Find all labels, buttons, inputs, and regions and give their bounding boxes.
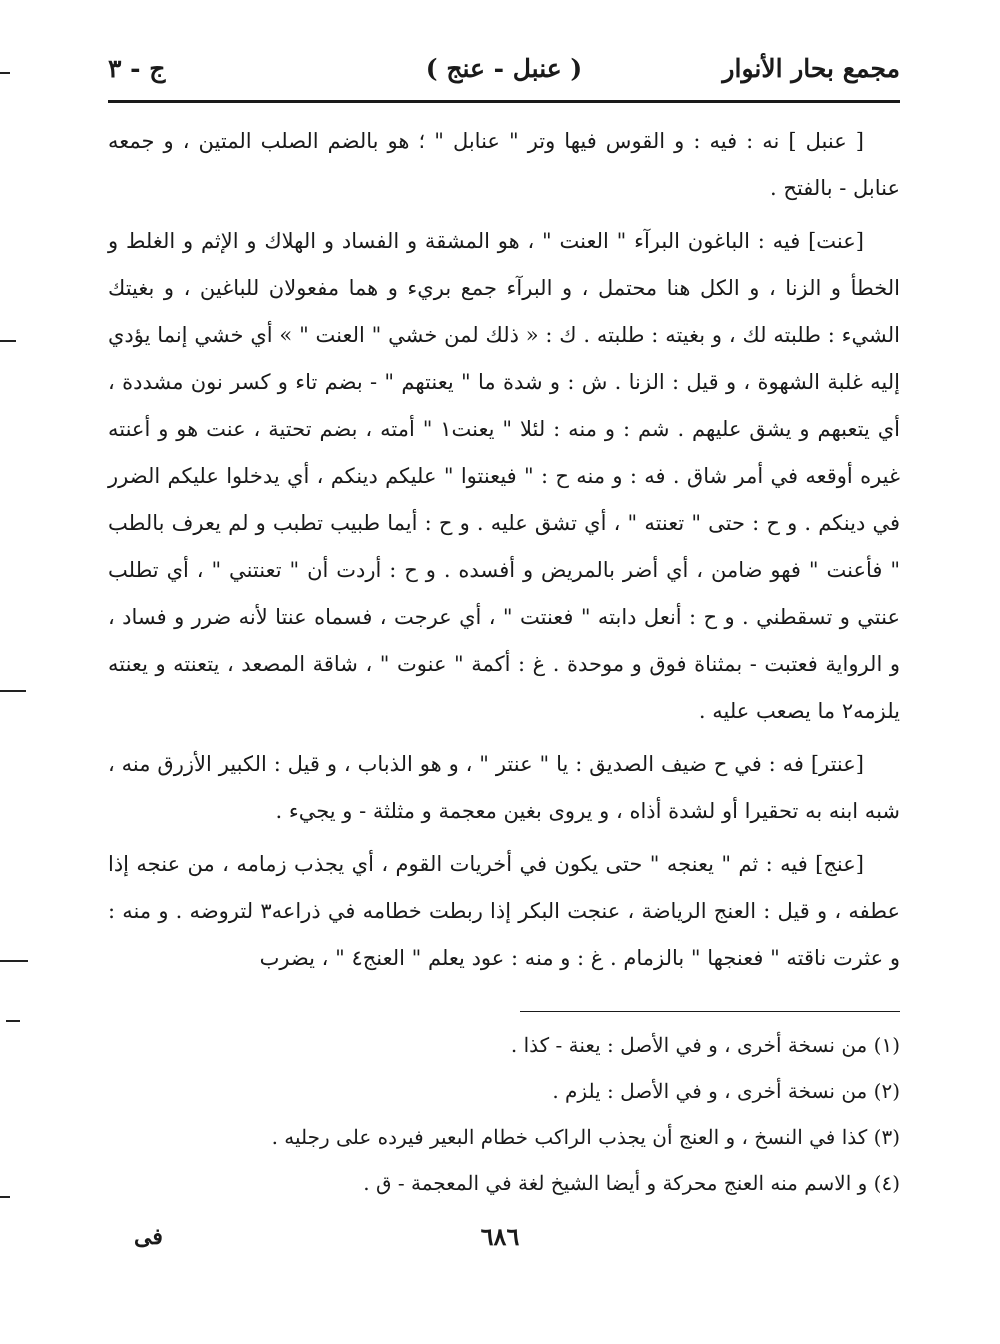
header-rule xyxy=(108,100,900,103)
footnote-rule xyxy=(520,1011,900,1012)
margin-mark xyxy=(0,1196,10,1198)
footnote-4: (٤) و الاسم منه العنج محركة و أيضا الشيخ لغة في المعجمة - ق . xyxy=(363,1171,900,1195)
margin-mark xyxy=(0,960,28,962)
paragraph-anat: [عنت] فيه : الباغون البرآء " العنت " ، هو المشقة و الفساد و الهلاك و الإثم و الغلط و الخطأ و الزنا ، و الكل هنا محتمل ، و البرآء جمع بريء و هما مفعولان للباغين ، و بغيتك الشيء : طلبته لك ، و بغيته : طلبته . ك : « ذلك لمن خشي " العنت " » أي خشي إنما يؤدي إليه غلبة الشهوة ، و قيل : الزنا . ش : و شدة ما " يعنتهم " - بضم تاء و كسر نون مشددة ، أي يتعبهم و يشق عليهم . شم : و منه : لئلا " يعنت١ " أمته ، بضم تحتية ، عنت هو و أعنته غيره أوقعه في أمر شاق . فه : و منه ح : " فيعنتوا " عليكم دينكم ، أي يدخلوا عليكم الضرر في دينكم . و ح : حتى " تعنته " ، أي تشق عليه . و ح : أيما طبيب تطبب و لم يعرف بالطب " فأعنت " فهو ضامن ، أي أضر بالمريض و أفسده . و ح : أردت أن " تعنتني " ، أي تطلب عنتي و تسقطني . و ح : أنعل دابته " فعنتت " ، أي عرجت ، فسماه عنتا لأنه ضرر و فساد ، و الرواية فعتبت - بمثناة فوق و موحدة . غ : أكمة " عنوت " ، شاقة المصعد ، يتعنته و يعنته يلزمه٢ ما يصعب عليه . xyxy=(108,229,900,723)
margin-mark xyxy=(0,340,16,342)
margin-mark xyxy=(0,72,10,74)
main-text xyxy=(108,118,900,988)
paragraph-anbal: [ عنبل ] نه : فيه : و القوس فيها وتر " عنابل " ؛ هو بالضم الصلب المتين ، و جمعه عنابل - بالفتح . xyxy=(108,129,900,200)
footnote-1: (١) من نسخة أخرى ، و في الأصل : يعنة - كذا . xyxy=(510,1033,900,1057)
footnote-3: (٣) كذا في النسخ ، و العنج أن يجذب الراكب خطام البعير فيرده على رجليه . xyxy=(271,1125,900,1149)
page-number: ٦٨٦ xyxy=(480,1222,520,1251)
volume-label: ج - ٣ xyxy=(108,54,166,83)
running-header xyxy=(108,48,900,94)
paragraph-anaj: [عنج] فيه : ثم " يعنجه " حتى يكون في أخريات القوم ، أي يجذب زمامه ، من عنجه إذا عطفه ، و قيل : العنج الرياضة ، عنجت البكر إذا ربطت خطامه في ذراعه٣ لتروضه . و منه : و عثرت ناقته " فعنجها " بالزمام . غ : و منه : عود يعلم " العنج٤ " ، يضرب xyxy=(108,852,901,970)
catchword: فى xyxy=(134,1224,163,1250)
footnotes xyxy=(108,1022,900,1206)
paragraph-antar: [عنتر] فه : في ح ضيف الصديق : يا " عنتر " ، و هو الذباب ، و قيل : الكبير الأزرق منه ، شبه ابنه به تحقيرا أو لشدة أذاه ، و يروى بغين معجمة و مثلثة - و يجيء . xyxy=(108,752,900,823)
margin-mark xyxy=(0,690,26,692)
footnote-2: (٢) من نسخة أخرى ، و في الأصل : يلزم . xyxy=(552,1079,900,1103)
margin-mark xyxy=(6,1020,20,1022)
book-title: مجمع بحار الأنوار xyxy=(722,54,900,83)
entry-range: ( عنبل - عنج ) xyxy=(425,54,583,83)
